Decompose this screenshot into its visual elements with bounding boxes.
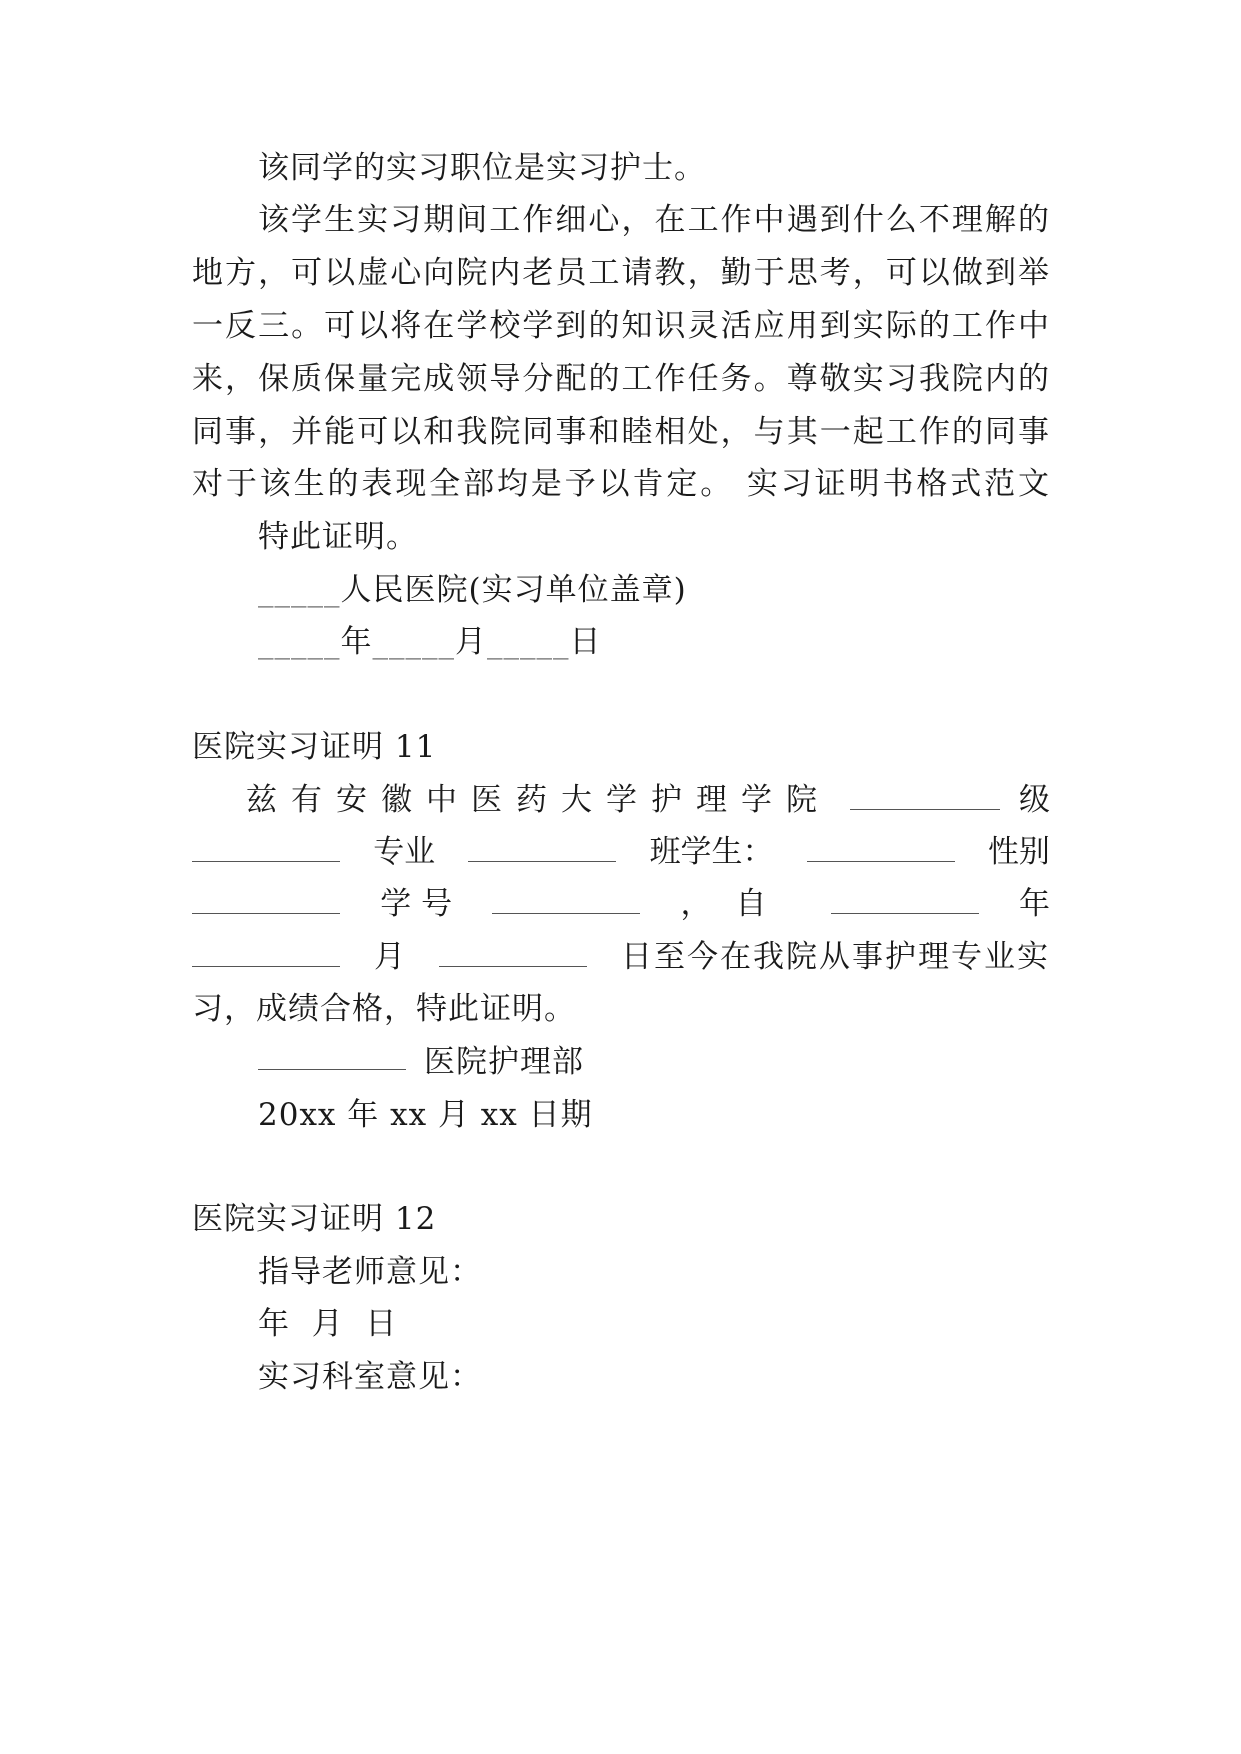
gender-label: 性别 [987,834,1050,870]
blank-start-day [439,966,587,967]
nursing-dept-signature [258,1042,584,1082]
blank-student-name [807,861,955,862]
signature-text: 人民医院(实习单位盖章) [340,572,687,608]
duty-text: 日至今在我院从事护理专业实 [621,939,1050,975]
major-label: 专业 [373,834,436,870]
date-blank-month: _____ [372,624,455,660]
blank-class [468,861,616,862]
paragraph-evaluation-line-1: 该学生实习期间工作细心，在工作中遇到什么不理解的 [258,202,1050,238]
department-opinion-label: 实习科室意见： [258,1359,482,1395]
year-label: 年 [1018,886,1050,922]
blank-start-month [192,966,340,967]
blank-gender [192,913,340,914]
paragraph-evaluation-line-4: 来，保质保量完成领导分配的工作任务。尊敬实习我院内的 [192,361,1050,397]
paragraph-evaluation-line-3: 一反三。可以将在学校学到的知识灵活应用到实际的工作中 [192,308,1050,344]
opinion-date-label: 年 月 日 [258,1306,398,1342]
class-student-label: 班学生： [649,834,774,870]
paragraph-position: 该同学的实习职位是实习护士。 [258,150,706,186]
signature-line [258,570,687,610]
month-label: 月 [374,939,405,975]
date-blank-day: _____ [487,624,570,660]
date-day-label: 日 [569,624,602,660]
certificate-row-1 [246,780,1050,820]
section-12-title: 医院实习证明 12 [192,1201,437,1237]
blank-grade [850,809,1000,810]
instructor-opinion-label: 指导老师意见： [258,1254,482,1290]
certificate-date: 20xx 年 xx 月 xx 日期 [258,1097,593,1133]
grade-label: 级 [1019,782,1050,818]
certificate-row-4 [192,937,1050,977]
certificate-row-3 [192,884,1050,924]
blank-hospital-name [258,1069,406,1070]
date-year-label: 年 [340,624,373,660]
student-id-label: 学 号 [380,886,453,922]
blank-major [192,861,340,862]
nursing-dept-label: 医院护理部 [424,1044,584,1080]
paragraph-evaluation-line-2: 地方，可以虚心向院内老员工请教，勤于思考，可以做到举 [192,255,1050,291]
certificate-intro-text: 兹有安徽中医药大学护理学院 [246,782,831,818]
section-11-title: 医院实习证明 11 [192,729,437,765]
signature-blank: _____ [258,572,341,608]
certificate-row-2 [192,832,1050,872]
from-label: ，自 [680,886,791,922]
blank-student-id [492,913,640,914]
paragraph-evaluation-line-6: 对于该生的表现全部均是予以肯定。 实习证明书格式范文 [192,466,1050,502]
paragraph-evaluation-line-5: 同事，并能可以和我院同事和睦相处，与其一起工作的同事 [192,414,1050,450]
certificate-row-5: 习，成绩合格，特此证明。 [192,991,576,1027]
date-line [258,622,602,662]
date-month-label: 月 [455,624,487,660]
certify-text: 特此证明。 [258,519,418,555]
date-blank-year: _____ [258,624,341,660]
blank-start-year [831,913,979,914]
